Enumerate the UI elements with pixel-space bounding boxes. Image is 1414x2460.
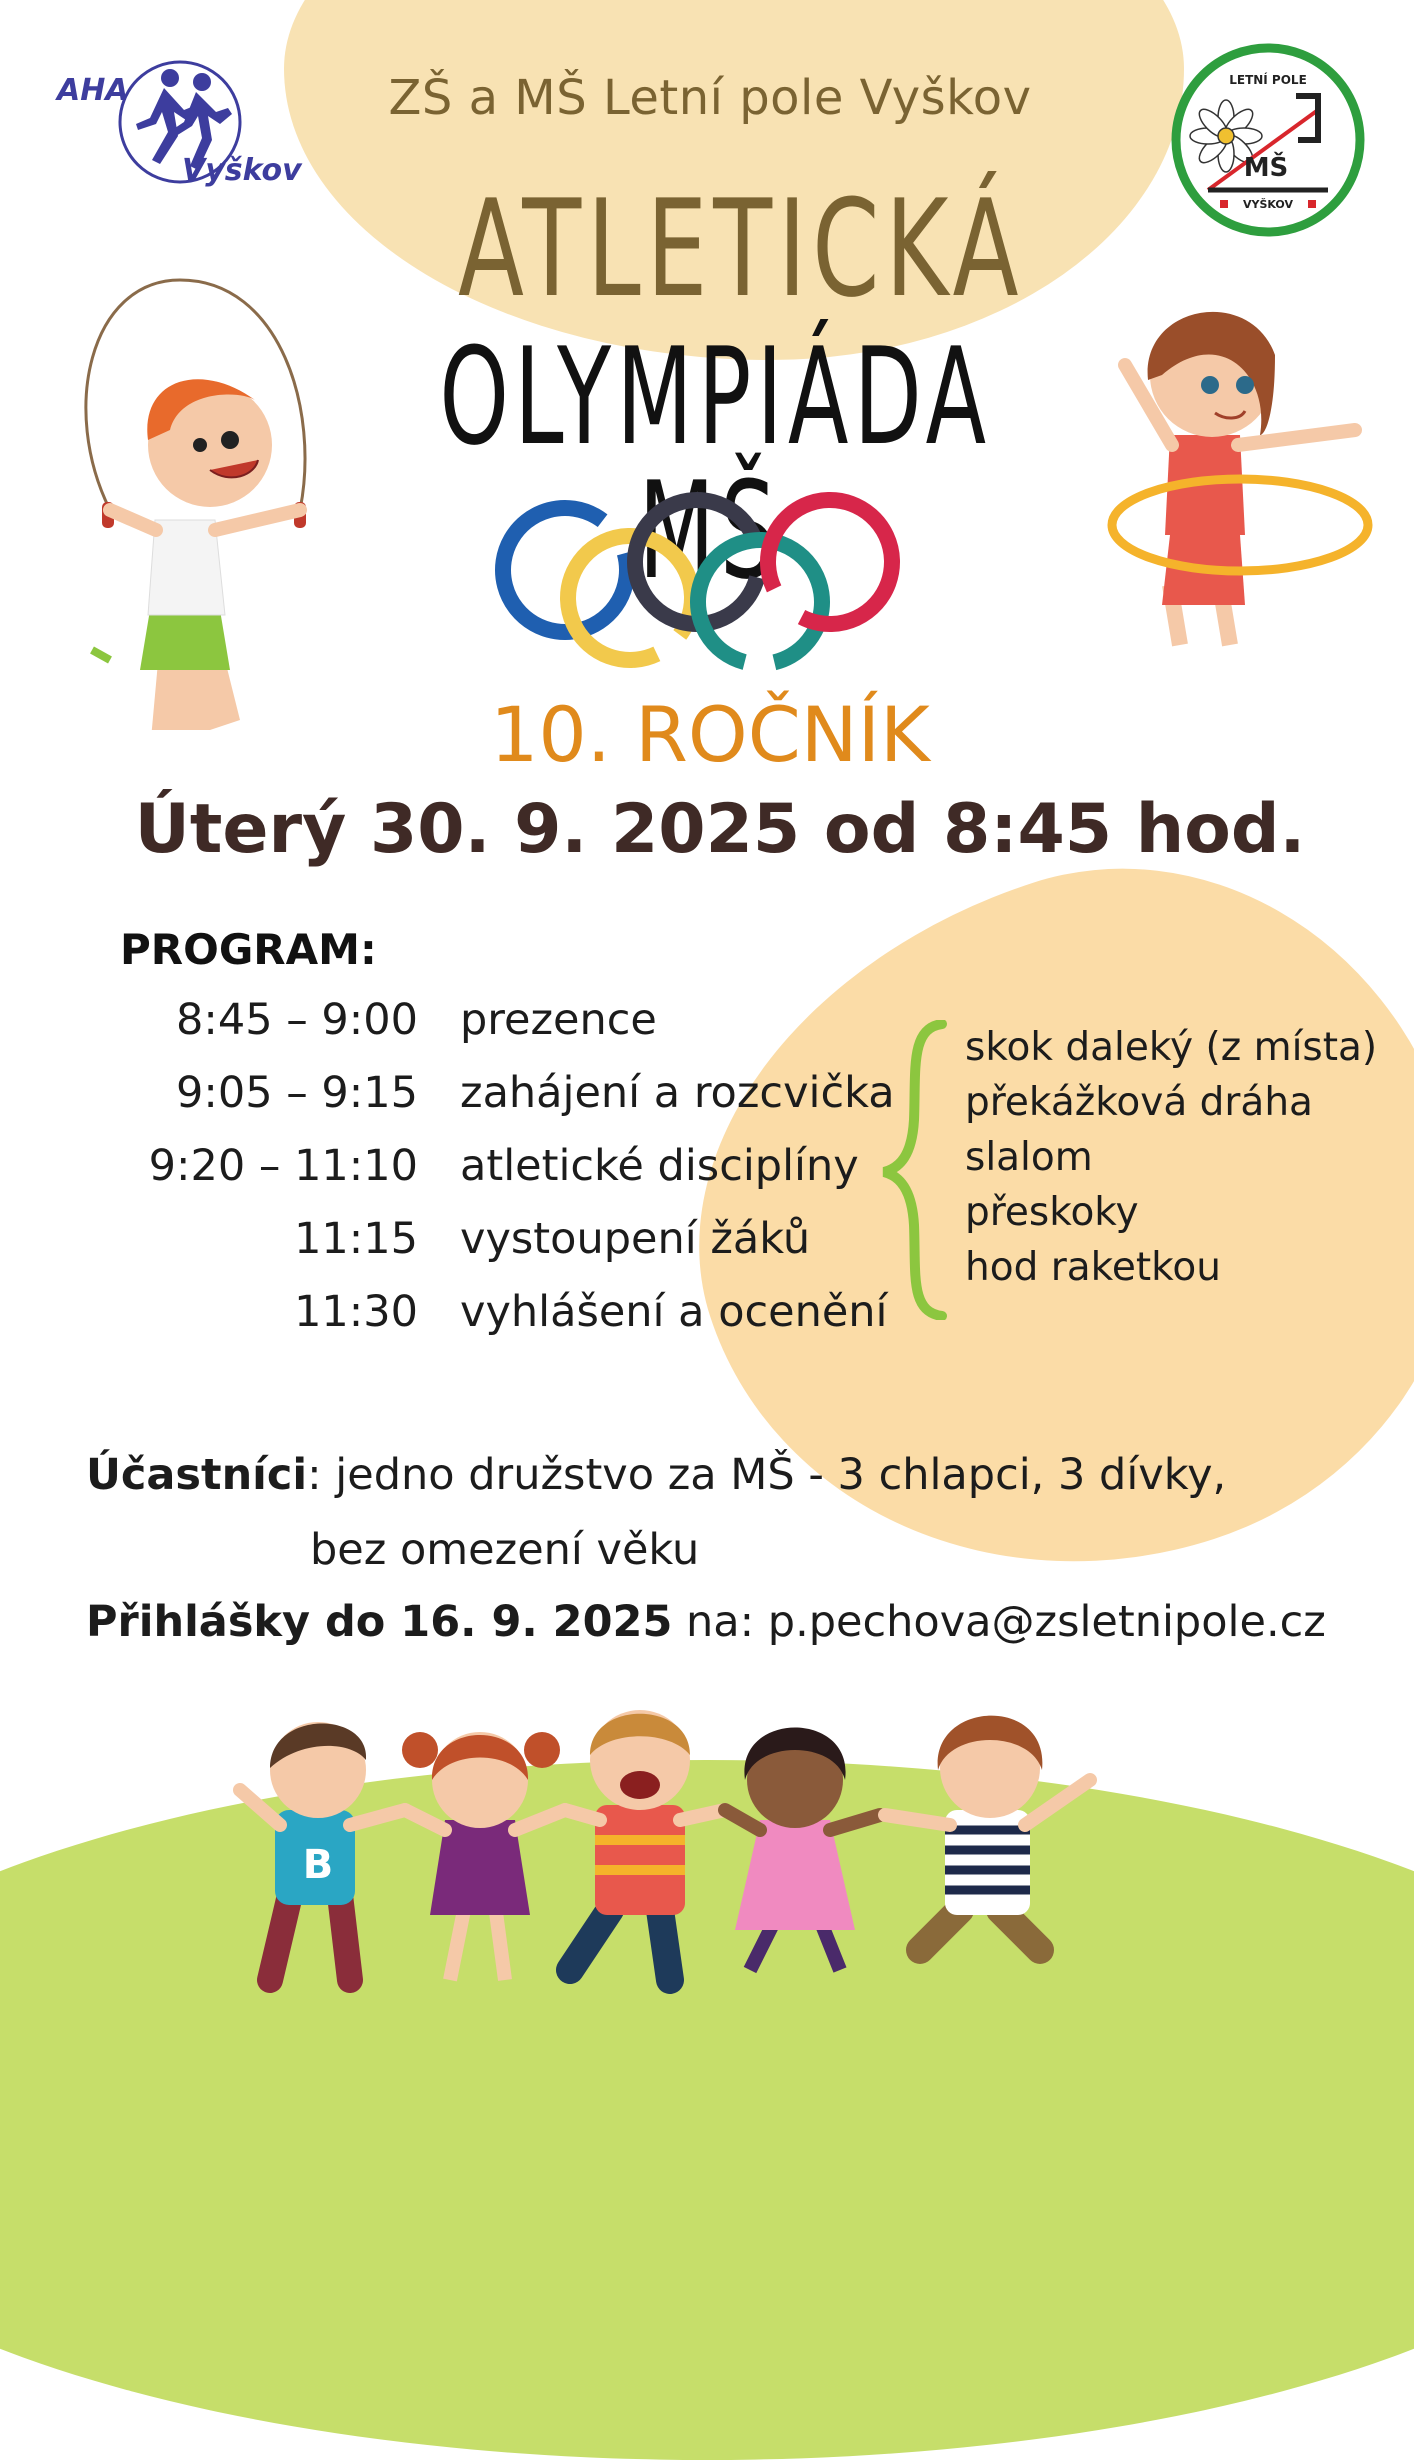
child-2 xyxy=(402,1732,565,1980)
registration-label: Přihlášky do 16. 9. 2025 xyxy=(86,1597,673,1647)
participants-label: Účastníci xyxy=(86,1450,308,1500)
school-logo-top-text: LETNÍ POLE xyxy=(1229,73,1307,87)
schedule-time: 8:45 – 9:00 xyxy=(176,995,418,1045)
school-name: ZŠ a MŠ Letní pole Vyškov xyxy=(388,70,1032,126)
schedule-time: 11:30 xyxy=(294,1287,418,1337)
school-logo-bottom-text: VYŠKOV xyxy=(1243,198,1293,211)
schedule-activity: vyhlášení a ocenění xyxy=(460,1287,888,1337)
discipline-item: překážková dráha xyxy=(965,1080,1313,1125)
title-line-2: OLYMPIÁDA MŠ xyxy=(439,319,992,609)
schedule-activity: atletické disciplíny xyxy=(460,1141,859,1191)
program-title: PROGRAM: xyxy=(120,925,377,974)
disciplines-list xyxy=(965,1020,1377,1295)
participants-line-2: bez omezení věku xyxy=(310,1525,700,1575)
children-holding-hands-illustration xyxy=(230,1700,1210,2000)
child-4 xyxy=(725,1728,880,1971)
child-5 xyxy=(885,1716,1090,1950)
discipline-item: přeskoky xyxy=(965,1190,1139,1235)
registration-line xyxy=(86,1597,1326,1647)
schedule-activity: zahájení a rozcvička xyxy=(460,1068,895,1118)
schedule-activity: prezence xyxy=(460,995,657,1045)
participants-text: : jedno družstvo za MŠ - 3 chlapci, 3 dívky, xyxy=(307,1450,1227,1500)
schedule-activity: vystoupení žáků xyxy=(460,1214,811,1264)
schedule-time: 11:15 xyxy=(294,1214,418,1264)
schedule-time: 9:20 – 11:10 xyxy=(148,1141,418,1191)
discipline-item: hod raketkou xyxy=(965,1245,1221,1290)
registration-email: na: p.pechova@zsletnipole.cz xyxy=(672,1597,1326,1647)
child-1 xyxy=(240,1722,405,1980)
discipline-item: slalom xyxy=(965,1135,1093,1180)
discipline-item: skok daleký (z místa) xyxy=(965,1025,1378,1070)
event-date-time: Úterý 30. 9. 2025 od 8:45 hod. xyxy=(134,790,1306,869)
participants-line xyxy=(86,1450,1226,1500)
child-3 xyxy=(565,1710,725,1980)
aha-vyskov-logo xyxy=(52,50,312,200)
title-line-1: ATLETICKÁ xyxy=(458,171,1025,327)
vyskov-text: Vyškov xyxy=(182,153,302,188)
edition: 10. ROČNÍK xyxy=(490,690,930,779)
school-logo xyxy=(1168,40,1368,240)
svg-text:B: B xyxy=(302,1842,334,1888)
boy-jumping-rope-illustration xyxy=(70,270,330,730)
school-logo-ms-text: MŠ xyxy=(1243,153,1289,183)
girl-hula-hoop-illustration xyxy=(1100,285,1390,685)
curly-brace-icon xyxy=(880,1020,950,1320)
olympic-rings-icon xyxy=(490,490,930,680)
schedule-time: 9:05 – 9:15 xyxy=(176,1068,418,1118)
aha-text: AHA xyxy=(57,73,129,108)
